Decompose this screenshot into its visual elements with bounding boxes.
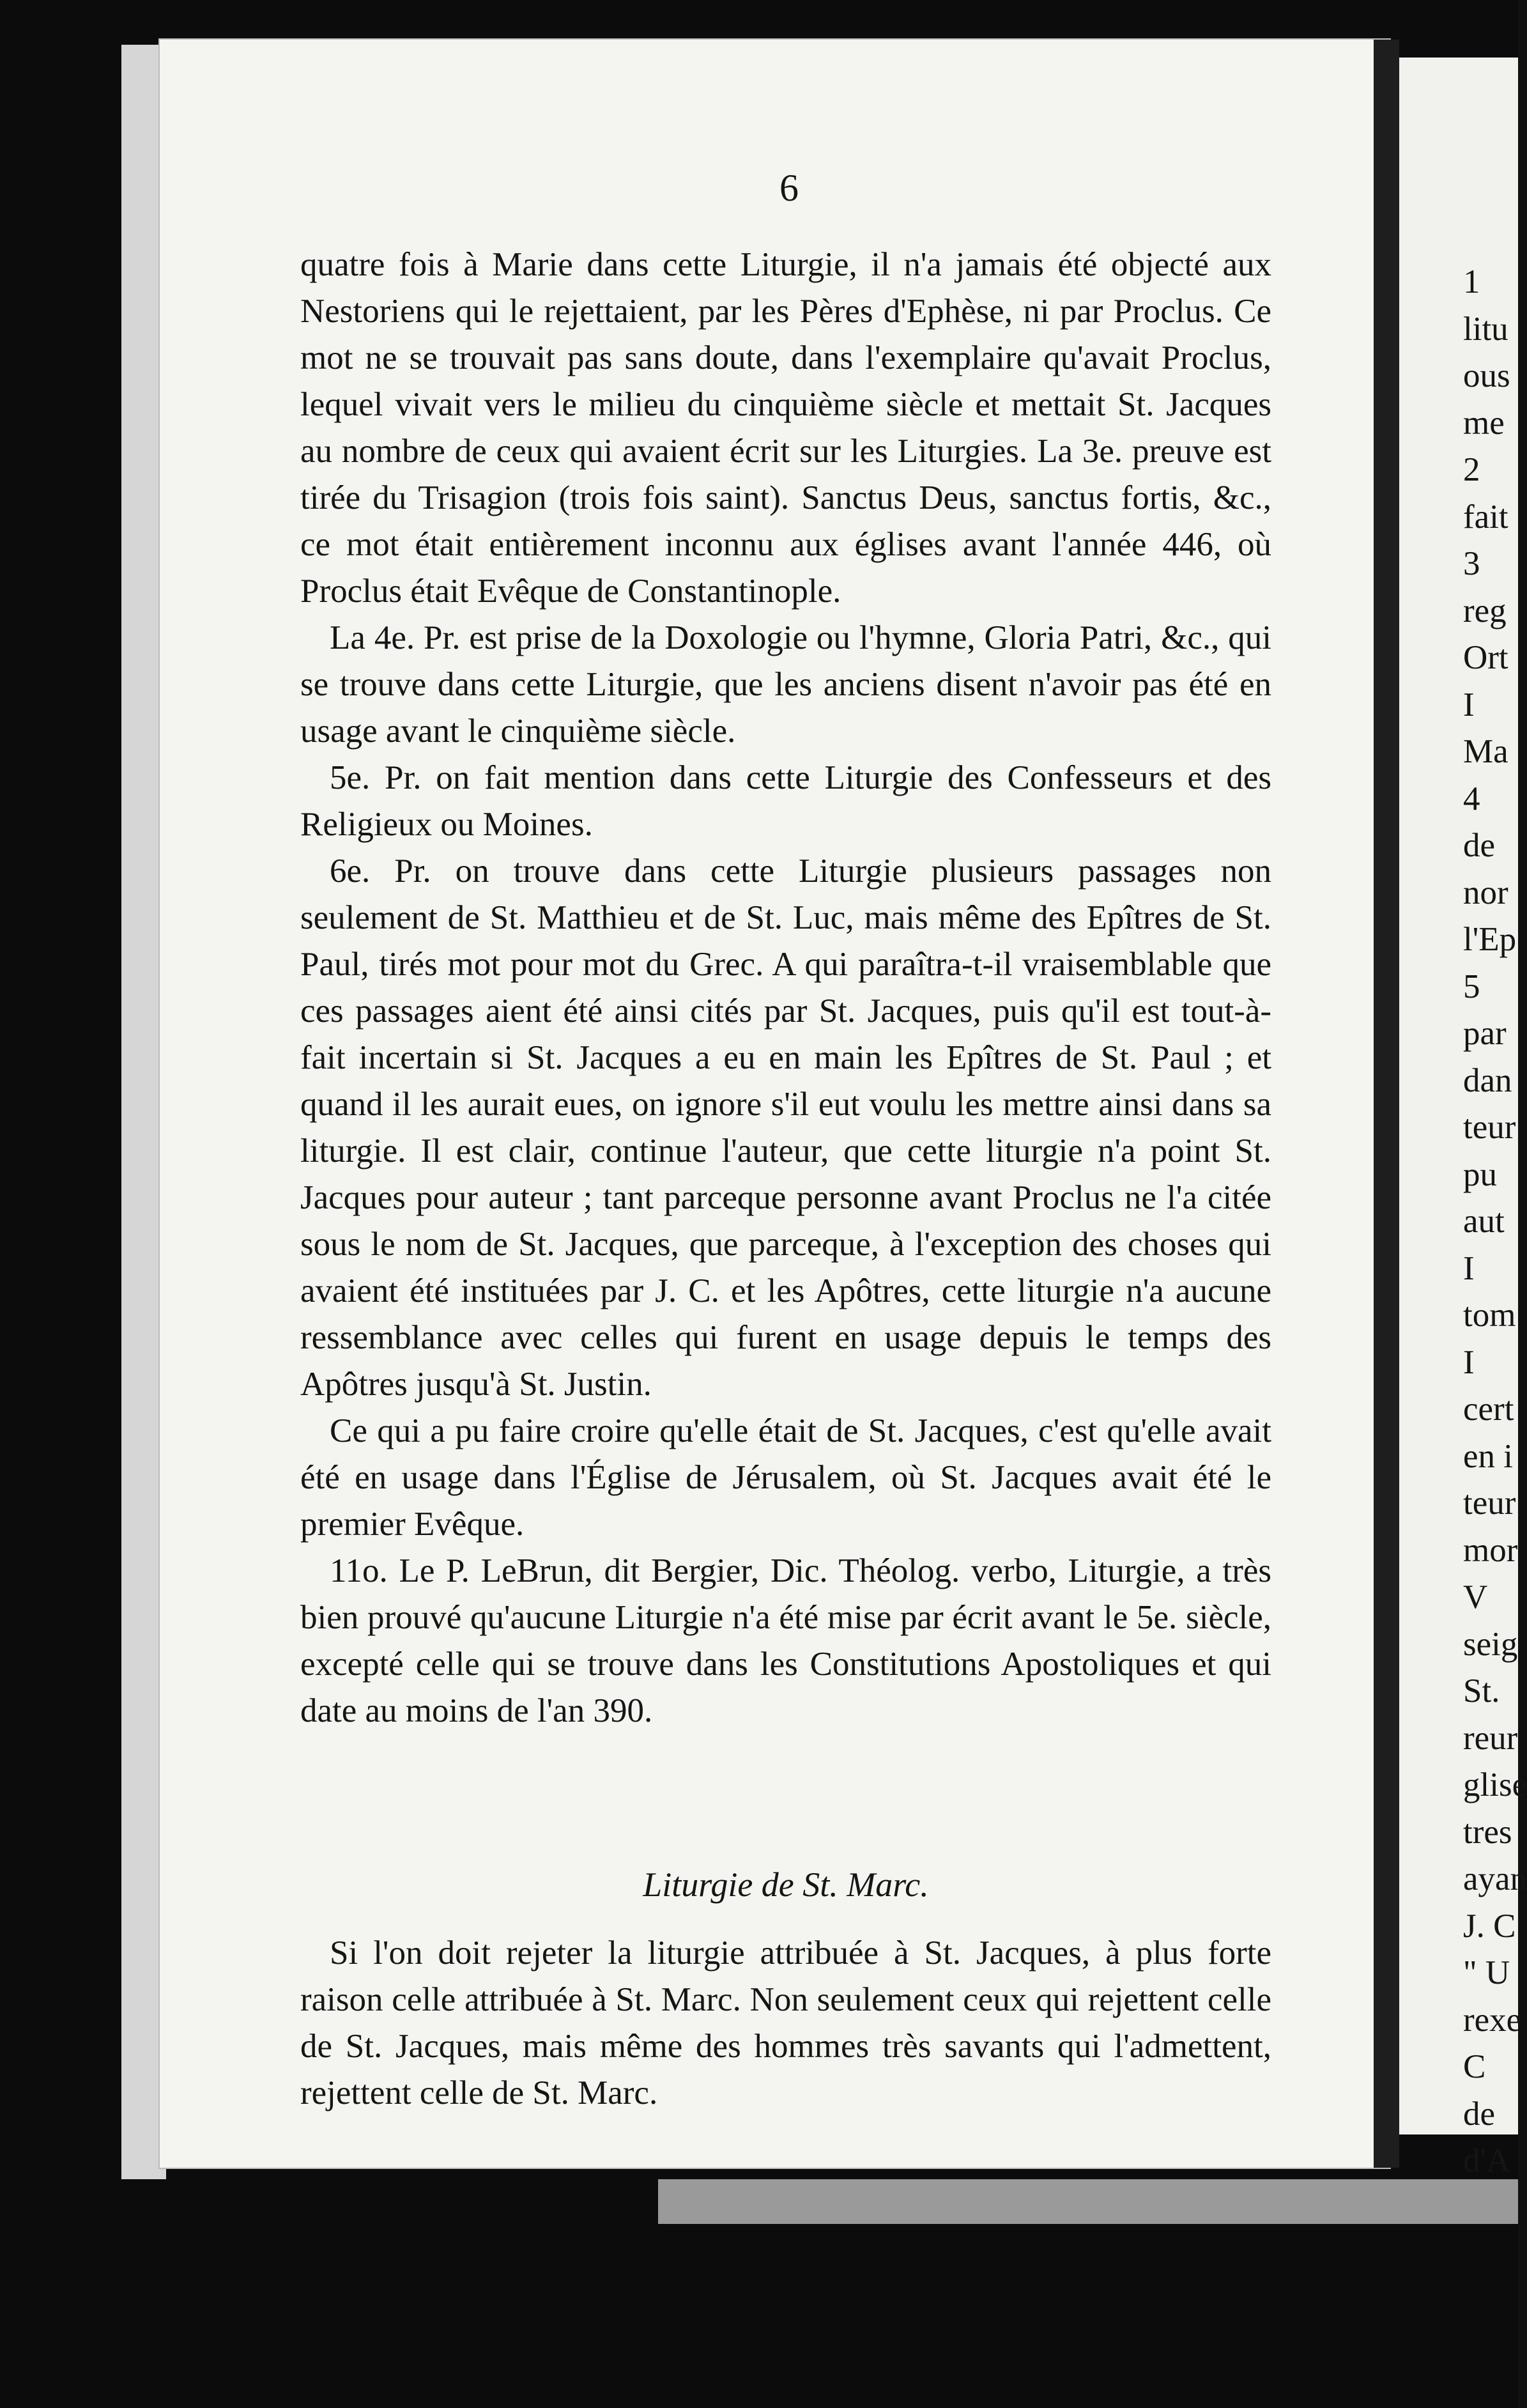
fragment: seig — [1463, 1625, 1518, 1663]
paragraph: 5e. Pr. on fait mention dans cette Liturgie des Confesseurs et des Religieux ou Moines. — [300, 759, 1271, 843]
fragment: reur — [1463, 1719, 1518, 1757]
fragment: I — [1463, 1249, 1475, 1287]
fragment: en i — [1463, 1437, 1513, 1475]
paragraph: 6e. Pr. on trouve dans cette Liturgie plusieurs passages non seulement de St. Matthieu et de St. Luc, mais même des Epîtres de St. Paul, tirés mot pour mot du Grec. A qui paraîtra-t-il vraisemblable que ces passages aient été ainsi cités par St. Jacques, puis qu'il est tout-à-fait incertain si St. Jacques a eu en main les Epîtres de St. Paul ; et quand il les aurait eues, on ignore s'il eut voulu les mettre ainsi dans sa liturgie. Il est clair, continue l'auteur, que cette liturgie n'a point St. Jacques pour auteur ; tant parceque personne avant Proclus ne l'a citée sous le nom de St. Jacques, que parceque, à l'exception des choses qui avaient été instituées par J. C. et les Apôtres, cette liturgie n'a aucune ressemblance avec celles qui furent en usage depuis le temps des Apôtres jusqu'à St. Justin. — [300, 853, 1271, 1403]
fragment: tres — [1463, 1813, 1512, 1851]
fragment: dan — [1463, 1061, 1512, 1099]
fragment: mor — [1463, 1531, 1518, 1569]
paragraph: quatre fois à Marie dans cette Liturgie, il n'a jamais été objecté aux Nestoriens qui le rejettaient, par les Pères d'Ephèse, ni par Proclus. Ce mot ne se trouvait pas sans doute, dans l'exemplaire qu'avait Proclus, lequel vivait vers le milieu du cinquième siècle et mettait St. Jacques au nombre de ceux qui avaient écrit sur les Liturgies. La 3e. preuve est tirée du Trisagion (trois fois saint). Sanctus Deus, sanctus fortis, &c., ce mot était entièrement inconnu aux églises avant l'année 446, où Proclus était Evêque de Constantinople. — [300, 246, 1271, 610]
paragraph: Ce qui a pu faire croire qu'elle était de St. Jacques, c'est qu'elle avait été en usage dans l'Église de Jérusalem, où St. Jacques avait été le premier Evêque. — [300, 1412, 1271, 1543]
fragment: rexe — [1463, 2001, 1522, 2039]
fragment: de — [1463, 827, 1496, 864]
fragment: nor — [1463, 874, 1508, 911]
fragment: C — [1463, 2048, 1486, 2085]
fragment: litu — [1463, 310, 1508, 348]
facing-page-fragments — [1463, 259, 1527, 2185]
fragment: I — [1463, 1343, 1475, 1381]
fragment: d'A — [1463, 2142, 1511, 2179]
paragraph: La 4e. Pr. est prise de la Doxologie ou l'hymne, Gloria Patri, &c., qui se trouve dans cette Liturgie, que les anciens disent n'avoir pas été en usage avant le cinquième siècle. — [300, 619, 1271, 750]
fragment: 2 — [1463, 451, 1480, 488]
fragment: 3 — [1463, 545, 1480, 582]
fragment: J. C — [1463, 1907, 1516, 1945]
fragment: cert — [1463, 1391, 1514, 1428]
fragment: Ma — [1463, 733, 1508, 770]
paragraph: 11o. Le P. LeBrun, dit Bergier, Dic. Théolog. verbo, Liturgie, a très bien prouvé qu'aucune Liturgie n'a été mise par écrit avant le 5e. siècle, excepté celle qui se trouve dans les Constitutions Apostoliques et qui date au moins de l'an 390. — [300, 1552, 1271, 1729]
fragment: 4 — [1463, 780, 1480, 817]
book-gutter — [1374, 40, 1399, 2168]
fragment: 5 — [1463, 968, 1480, 1005]
fragment: teur — [1463, 1485, 1516, 1522]
fragment: V — [1463, 1578, 1488, 1616]
fragment: aut — [1463, 1203, 1505, 1240]
fragment: l'Ep — [1463, 921, 1517, 958]
fragment: de — [1463, 2095, 1496, 2133]
page-number: 6 — [779, 167, 799, 209]
section-heading: Liturgie de St. Marc. — [643, 1865, 929, 1904]
fragment: par — [1463, 1015, 1507, 1052]
main-text — [300, 242, 1271, 1734]
fragment: reg — [1463, 592, 1507, 629]
fragment: I — [1463, 686, 1475, 723]
fragment: Ort — [1463, 639, 1508, 676]
fragment: ayan — [1463, 1860, 1527, 1897]
paragraph: Si l'on doit rejeter la liturgie attribuée à St. Jacques, à plus forte raison celle attribuée à St. Marc. Non seulement ceux qui rejettent celle de St. Jacques, mais même des hommes très savants qui l'admettent, rejettent celle de St. Marc. — [300, 1934, 1271, 2111]
fragment: teur — [1463, 1109, 1516, 1146]
section-text — [300, 1930, 1271, 2117]
fragment: pu — [1463, 1155, 1497, 1193]
fragment: St. — [1463, 1672, 1500, 1710]
fragment: me — [1463, 404, 1505, 442]
fragment: " U — [1463, 1954, 1510, 1991]
fragment: tom — [1463, 1297, 1516, 1334]
fragment: ous — [1463, 357, 1510, 394]
fragment: 1 — [1463, 263, 1480, 300]
fragment: glise — [1463, 1766, 1527, 1803]
bottom-page-edge — [658, 2179, 1518, 2224]
fragment: fait — [1463, 498, 1508, 536]
